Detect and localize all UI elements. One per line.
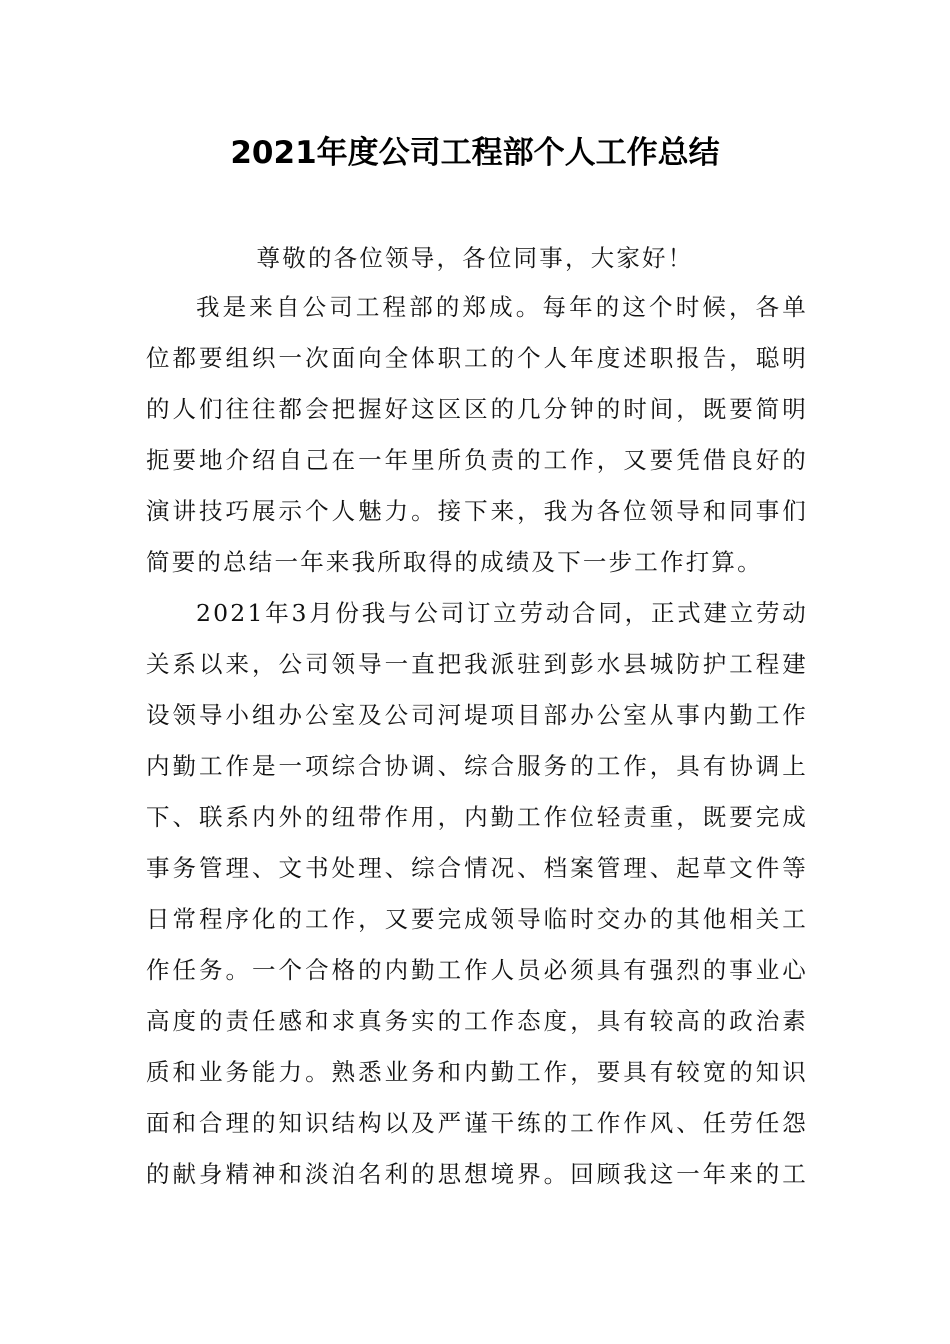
paragraph-line: 高度的责任感和求真务实的工作态度，具有较高的政治素 <box>146 1007 808 1035</box>
document-title: 2021年度公司工程部个人工作总结 <box>230 135 720 171</box>
paragraph-line: 日常程序化的工作，又要完成领导临时交办的其他相关工 <box>146 905 808 933</box>
paragraph-2 <box>146 588 808 1200</box>
paragraph-line: 事务管理、文书处理、综合情况、档案管理、起草文件等 <box>146 854 808 882</box>
paragraph-line: 面和合理的知识结构以及严谨干练的工作作风、任劳任怨 <box>146 1109 808 1137</box>
paragraph-line: 扼要地介绍自己在一年里所负责的工作，又要凭借良好的 <box>146 446 808 474</box>
greeting-line: 尊敬的各位领导，各位同事，大家好！ <box>256 244 694 272</box>
paragraph-line: 作任务。一个合格的内勤工作人员必须具有强烈的事业心 <box>146 956 808 984</box>
paragraph-line: 演讲技巧展示个人魅力。接下来，我为各位领导和同事们 <box>146 497 808 525</box>
paragraph-1 <box>146 282 808 588</box>
paragraph-line: 设领导小组办公室及公司河堤项目部办公室从事内勤工作 <box>146 701 808 729</box>
paragraph-line: 的献身精神和淡泊名利的思想境界。回顾我这一年来的工 <box>146 1160 808 1188</box>
paragraph-line: 的人们往往都会把握好这区区的几分钟的时间，既要简明 <box>146 395 808 423</box>
paragraph-line: 关系以来，公司领导一直把我派驻到彭水县城防护工程建 <box>146 650 808 678</box>
paragraph-line: 位都要组织一次面向全体职工的个人年度述职报告，聪明 <box>146 344 808 372</box>
paragraph-line: 质和业务能力。熟悉业务和内勤工作，要具有较宽的知识 <box>146 1058 808 1086</box>
paragraph-line: 内勤工作是一项综合协调、综合服务的工作，具有协调上 <box>146 752 808 780</box>
paragraph-line: 2021年3月份我与公司订立劳动合同，正式建立劳动 <box>196 599 808 627</box>
paragraph-line: 简要的总结一年来我所取得的成绩及下一步工作打算。 <box>146 548 763 576</box>
paragraph-line: 下、联系内外的纽带作用，内勤工作位轻责重，既要完成 <box>146 803 808 831</box>
paragraph-line: 我是来自公司工程部的郑成。每年的这个时候，各单 <box>196 293 808 321</box>
